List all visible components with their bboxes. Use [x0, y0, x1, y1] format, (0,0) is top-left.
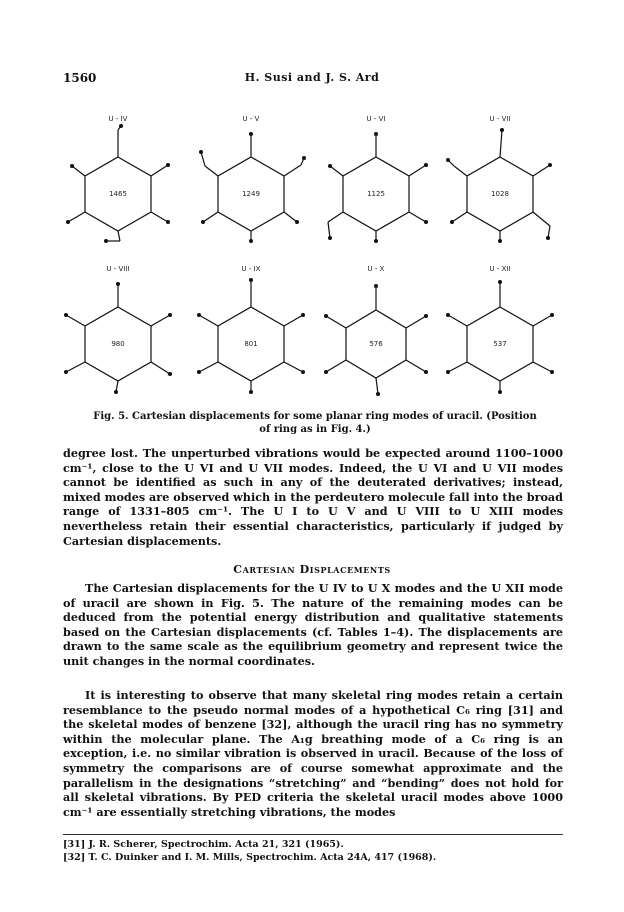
page-number: 1560 — [63, 71, 97, 85]
frequency-label: 1249 — [242, 190, 260, 198]
ring-diagram-u-ix — [191, 272, 311, 397]
running-head: H. Susi and J. S. Ard — [244, 71, 380, 84]
mode-label: U - V — [242, 115, 260, 123]
reference-32: [32] T. C. Duinker and I. M. Mills, Spectrochim. Acta 24A, 417 (1968). — [63, 852, 437, 863]
ring-diagram-u-vi — [316, 122, 436, 247]
ring-diagram-u-iv — [58, 122, 178, 247]
footnote-rule — [63, 834, 563, 835]
mode-label: U - VII — [489, 115, 511, 123]
frequency-label: 1125 — [367, 190, 385, 198]
ring-diagram-u-vii — [440, 122, 560, 247]
mode-label: U - X — [367, 265, 385, 273]
reference-31: [31] J. R. Scherer, Spectrochim. Acta 21, 321 (1965). — [63, 839, 344, 850]
section-heading: Cartesian Displacements — [233, 563, 391, 576]
ring-diagram-u-v — [191, 122, 311, 247]
paragraph-2-text: The Cartesian displacements for the U IV to U X modes and the U XII mode of uracil are shown in Fig. 5. The nature of the remaining modes can be deduced from the potential energy distribution and qualitative statements based on the Cartesian displacements (cf. Tables 1–4). The displacements are drawn to the same scale as the equilibrium geometry and represent twice the unit changes in the normal coordinates. — [63, 581, 563, 668]
frequency-label: 1465 — [109, 190, 127, 198]
mode-label: U - IV — [108, 115, 128, 123]
paragraph-2 — [63, 581, 563, 669]
frequency-label: 1028 — [491, 190, 509, 198]
references — [63, 838, 563, 864]
frequency-label: 537 — [493, 340, 507, 348]
figure-caption — [80, 410, 550, 436]
ring-diagram-u-x — [316, 272, 436, 397]
paragraph-3 — [63, 688, 563, 819]
figure-caption-line2: of ring as in Fig. 4.) — [259, 424, 371, 435]
mode-label: U - XII — [489, 265, 511, 273]
frequency-label: 980 — [111, 340, 125, 348]
frequency-label: 576 — [369, 340, 383, 348]
paragraph-1: degree lost. The unperturbed vibrations would be expected around 1100–1000 cm⁻¹, close to the U VI and U VII modes. Indeed, the U VI and U VII modes cannot be identified as such in any of the deuterated derivatives; instead, mixed modes are observed which in the perdeutero molecule fall into the broad range of 1331–805 cm⁻¹. The U I to U V and U VIII to U XIII modes nevertheless retain their essential characteristics, particularly if judged by Cartesian displacements. — [63, 446, 563, 548]
figure-caption-line1: Fig. 5. Cartesian displacements for some planar ring modes of uracil. (Position — [93, 411, 537, 422]
paragraph-3-text: It is interesting to observe that many skeletal ring modes retain a certain resemblance to the pseudo normal modes of a hypothetical C₆ ring [31] and the skeletal modes of benzene [32], although the uracil ring has no symmetry within the molecular plane. The A₁g breathing mode of a C₆ ring is an exception, i.e. no similar vibration is observed in uracil. Because of the loss of symmetry the comparisons are of course somewhat approximate and the parallelism in the designations “stretching” and “bending” does not hold for all skeletal vibrations. By PED criteria the skeletal uracil modes above 1000 cm⁻¹ are essentially stretching vibrations, the modes — [63, 688, 563, 819]
mode-label: U - VI — [366, 115, 386, 123]
ring-diagram-u-xii — [440, 272, 560, 397]
mode-label: U - IX — [241, 265, 261, 273]
ring-diagram-u-viii — [58, 272, 178, 397]
mode-label: U - VIII — [106, 265, 130, 273]
frequency-label: 801 — [244, 340, 258, 348]
